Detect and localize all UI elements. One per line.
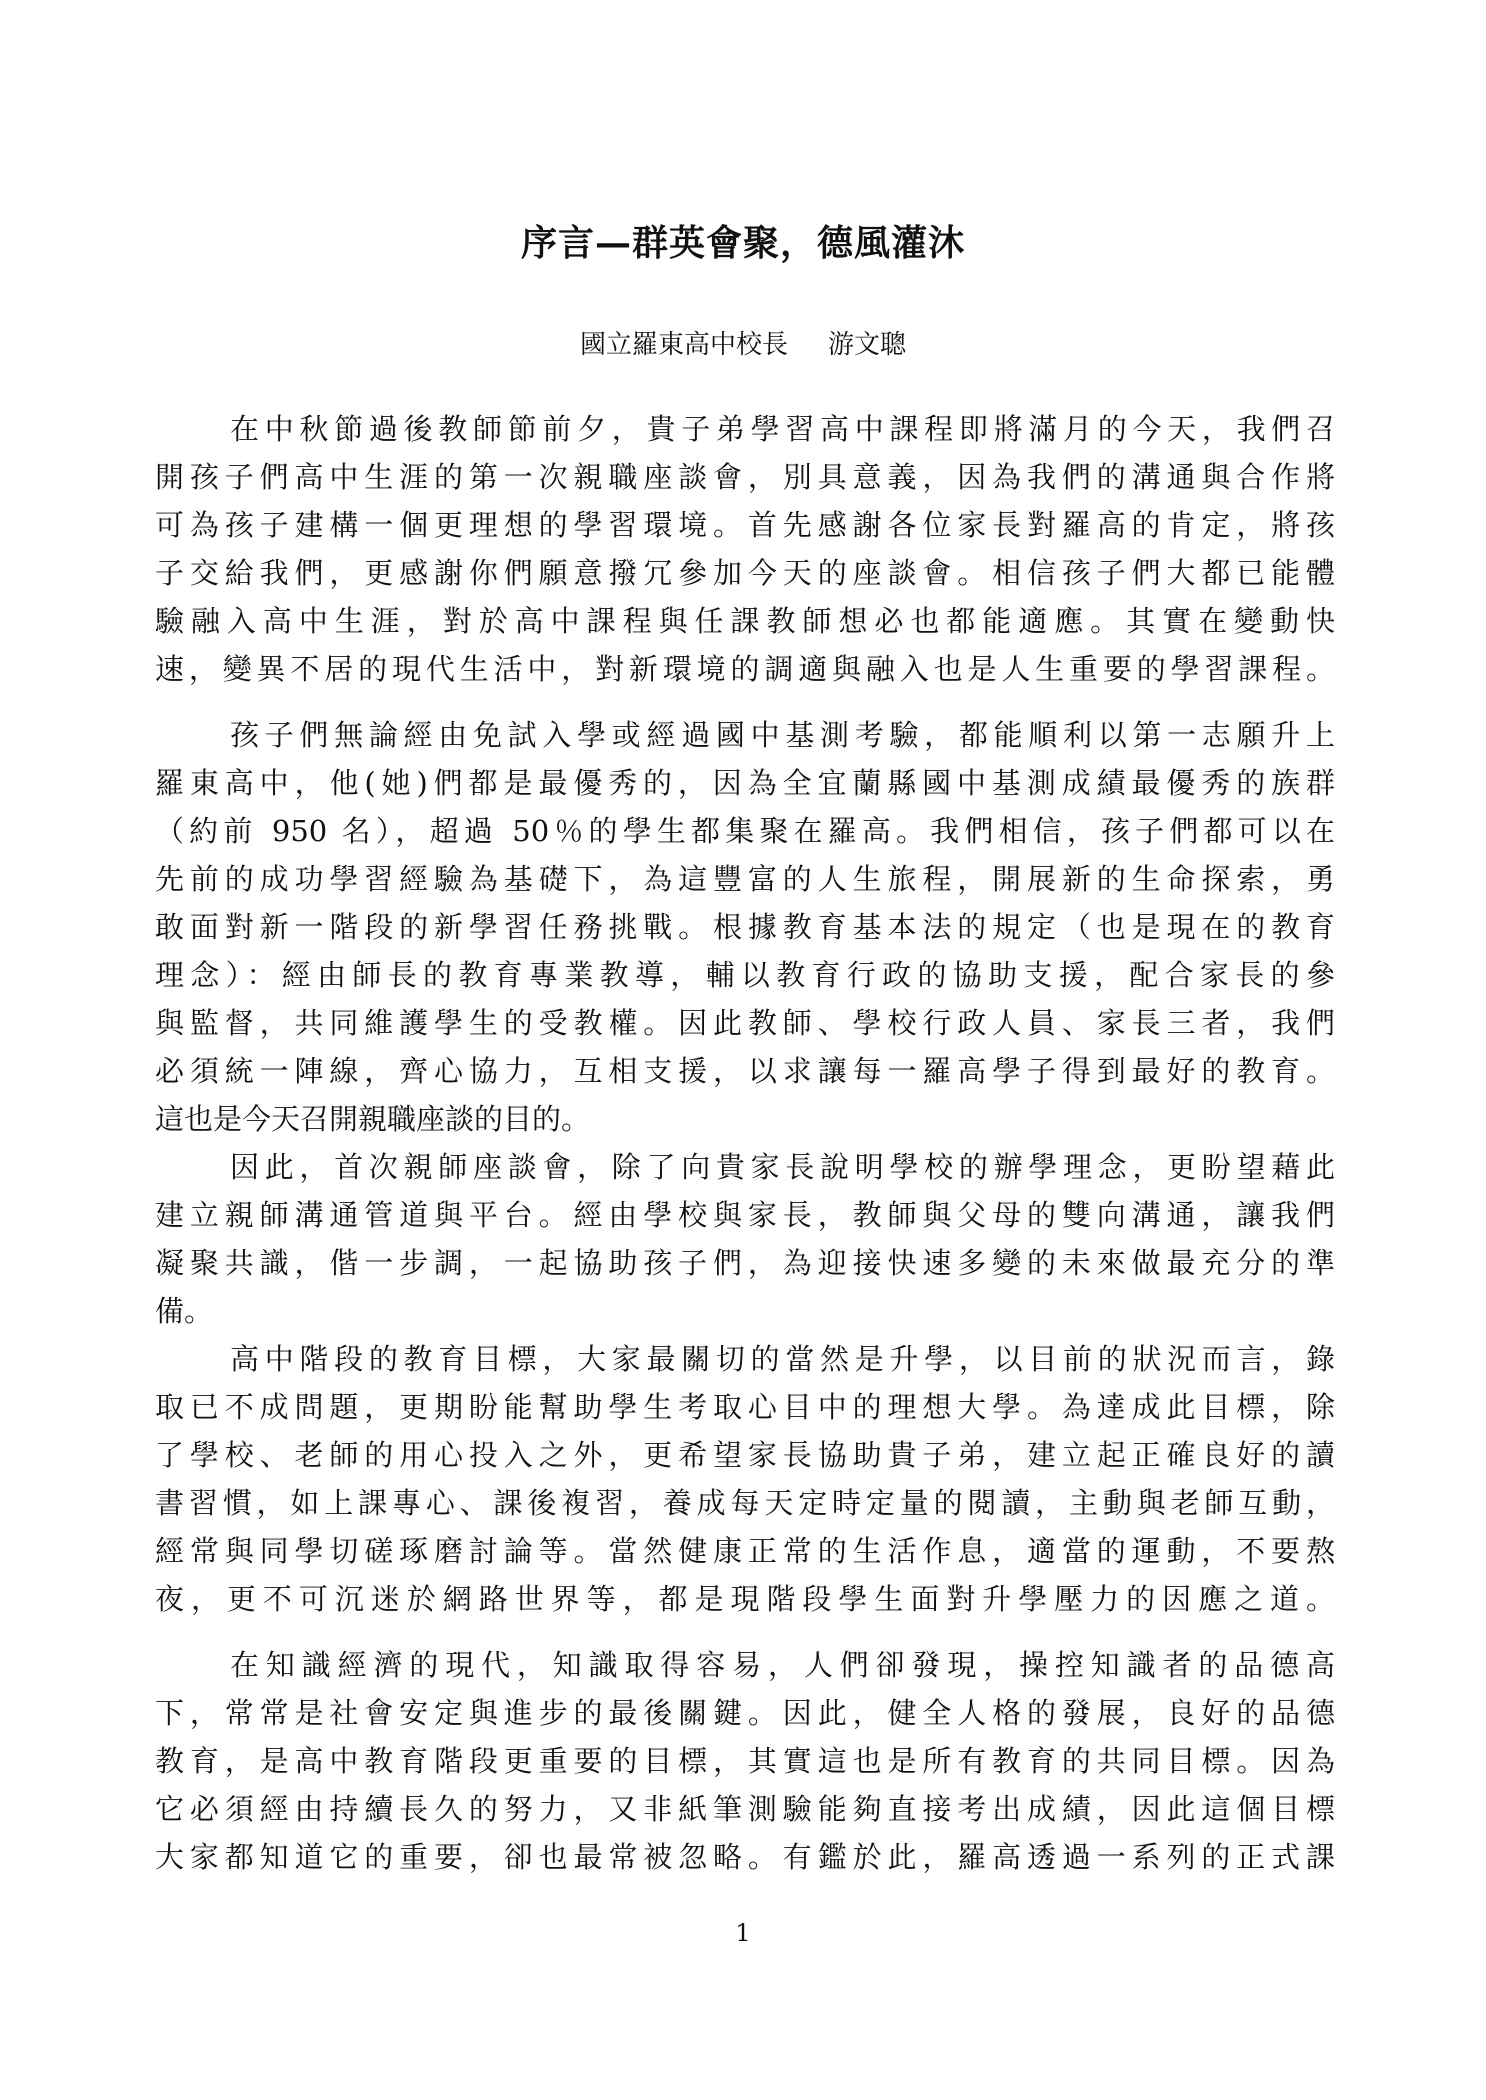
- text-line: 子交給我們，更感謝你們願意撥冗參加今天的座談會。相信孩子們大都已能體: [155, 556, 1335, 590]
- text-line: 建立親師溝通管道與平台。經由學校與家長，教師與父母的雙向溝通，讓我們: [155, 1198, 1335, 1232]
- text-line: 這也是今天召開親職座談的目的。: [155, 1102, 591, 1136]
- paragraph-2: [155, 711, 1335, 1143]
- text-line: 備。: [155, 1294, 214, 1328]
- text-line: 在中秋節過後教師節前夕，貴子弟學習高中課程即將滿月的今天，我們召: [230, 412, 1335, 446]
- paragraph-5: [155, 1641, 1335, 1881]
- text-line: 經常與同學切磋琢磨討論等。當然健康正常的生活作息，適當的運動，不要熬: [155, 1534, 1335, 1568]
- text-line: 大家都知道它的重要，卻也最常被忽略。有鑑於此，羅高透過一系列的正式課: [155, 1840, 1335, 1874]
- text-line: 理念）：經由師長的教育專業教導，輔以教育行政的協助支援，配合家長的參: [155, 958, 1335, 992]
- text-line: 教育，是高中教育階段更重要的目標，其實這也是所有教育的共同目標。因為: [155, 1744, 1335, 1778]
- text-line: 速，變異不居的現代生活中，對新環境的調適與融入也是人生重要的學習課程。: [155, 652, 1335, 686]
- body-text: [155, 405, 1335, 1881]
- text-line: 凝聚共識，偕一步調，一起協助孩子們，為迎接快速多變的未來做最充分的準: [155, 1246, 1335, 1280]
- text-line: 可為孩子建構一個更理想的學習環境。首先感謝各位家長對羅高的肯定，將孩: [155, 508, 1335, 542]
- text-line: （約前 950 名），超過 50％的學生都集聚在羅高。我們相信，孩子們都可以在: [155, 814, 1335, 848]
- text-line: 敢面對新一階段的新學習任務挑戰。根據教育基本法的規定（也是現在的教育: [155, 910, 1335, 944]
- text-line: 書習慣，如上課專心、課後複習，養成每天定時定量的閱讀，主動與老師互動，: [155, 1486, 1335, 1520]
- paragraph-1: [155, 405, 1335, 693]
- paragraph-4: [155, 1335, 1335, 1623]
- text-line: 驗融入高中生涯，對於高中課程與任課教師想必也都能適應。其實在變動快: [155, 604, 1335, 638]
- text-line: 開孩子們高中生涯的第一次親職座談會，別具意義，因為我們的溝通與合作將: [155, 460, 1335, 494]
- text-line: 下，常常是社會安定與進步的最後關鍵。因此，健全人格的發展，良好的品德: [155, 1696, 1335, 1730]
- text-line: 它必須經由持續長久的努力，又非紙筆測驗能夠直接考出成績，因此這個目標: [155, 1792, 1335, 1826]
- text-line: 孩子們無論經由免試入學或經過國中基測考驗，都能順利以第一志願升上: [230, 718, 1335, 752]
- paragraph-gap: [155, 693, 1335, 711]
- text-line: 在知識經濟的現代，知識取得容易，人們卻發現，操控知識者的品德高: [230, 1648, 1335, 1682]
- paragraph-3: [155, 1143, 1335, 1335]
- text-line: 高中階段的教育目標，大家最關切的當然是升學，以目前的狀況而言，錄: [230, 1342, 1335, 1376]
- text-line: 因此，首次親師座談會，除了向貴家長說明學校的辦學理念，更盼望藉此: [230, 1150, 1335, 1184]
- author-title: 國立羅東高中校長: [579, 330, 788, 360]
- text-line: 夜，更不可沉迷於網路世界等，都是現階段學生面對升學壓力的因應之道。: [155, 1582, 1335, 1616]
- paragraph-gap: [155, 1623, 1335, 1641]
- author-line: [180, 325, 1306, 365]
- page-title: 序言—群英會聚，德風灌沐: [520, 222, 965, 264]
- text-line: 必須統一陣線，齊心協力，互相支援，以求讓每一羅高學子得到最好的教育。: [155, 1054, 1335, 1088]
- text-line: 先前的成功學習經驗為基礎下，為這豐富的人生旅程，開展新的生命探索，勇: [155, 862, 1335, 896]
- author-name: 游文聰: [828, 330, 907, 360]
- text-line: 與監督，共同維護學生的受教權。因此教師、學校行政人員、家長三者，我們: [155, 1006, 1335, 1040]
- page-number: 1: [735, 1919, 751, 1947]
- text-line: 取已不成問題，更期盼能幫助學生考取心目中的理想大學。為達成此目標，除: [155, 1390, 1335, 1424]
- text-line: 了學校、老師的用心投入之外，更希望家長協助貴子弟，建立起正確良好的讀: [155, 1438, 1335, 1472]
- text-line: 羅東高中，他(她)們都是最優秀的，因為全宜蘭縣國中基測成績最優秀的族群: [155, 766, 1335, 800]
